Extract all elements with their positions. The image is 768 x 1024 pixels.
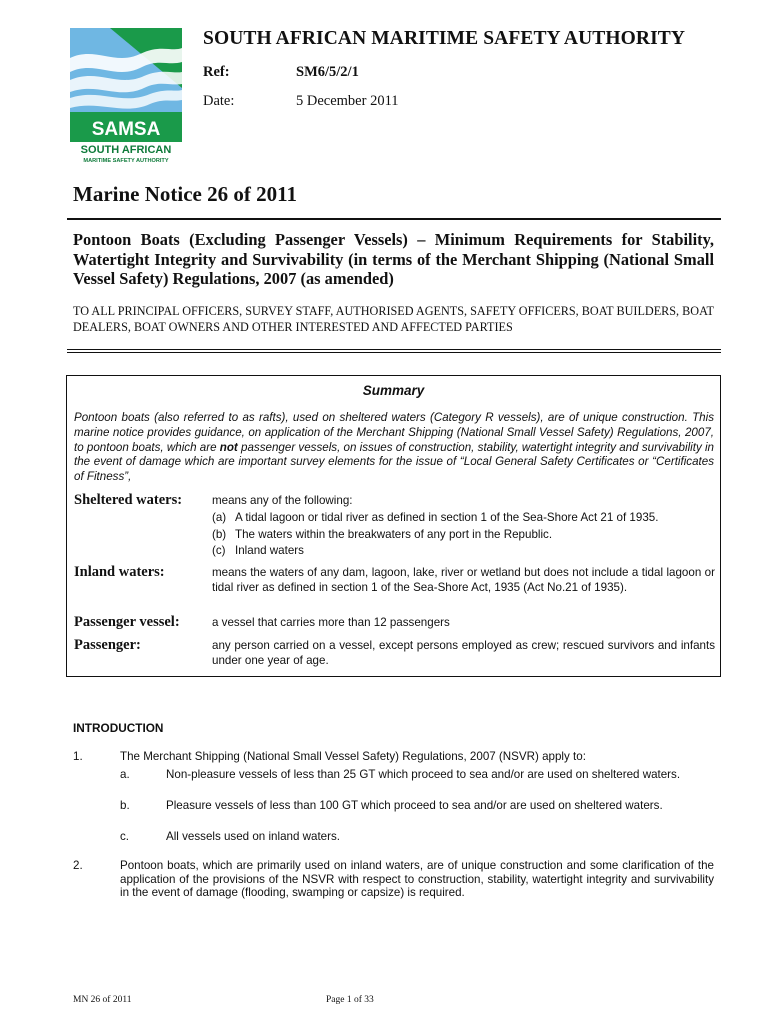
summary-text bbox=[74, 411, 714, 485]
footer-page-number: Page 1 of 33 bbox=[326, 995, 374, 1005]
list-marker: (a) bbox=[212, 510, 227, 524]
paragraph-number: 2. bbox=[73, 859, 83, 872]
logo-line2: MARITIME SAFETY AUTHORITY bbox=[83, 158, 169, 164]
samsa-logo bbox=[70, 28, 184, 164]
date-row bbox=[203, 93, 399, 110]
double-divider-top bbox=[67, 349, 721, 350]
double-divider-bottom bbox=[67, 352, 721, 353]
list-marker: (b) bbox=[212, 527, 227, 541]
list-text: Non-pleasure vessels of less than 25 GT which proceed to sea and/or are used on sheltered waters. bbox=[166, 768, 681, 781]
logo-line1: SOUTH AFRICAN bbox=[80, 144, 172, 156]
paragraph-text: The Merchant Shipping (National Small Vessel Safety) Regulations, 2007 (NSVR) apply to: bbox=[120, 750, 586, 763]
date-label: Date: bbox=[203, 93, 235, 109]
reference-row bbox=[203, 64, 359, 81]
reference-value: SM6/5/2/1 bbox=[296, 64, 359, 80]
reference-label: Ref: bbox=[203, 64, 230, 80]
list-item bbox=[212, 544, 715, 559]
logo-wordmark: SAMSA bbox=[91, 119, 161, 140]
definition-intro: means any of the following: bbox=[212, 494, 353, 507]
list-text: Inland waters bbox=[235, 544, 304, 558]
organization-title: SOUTH AFRICAN MARITIME SAFETY AUTHORITY bbox=[203, 28, 686, 49]
paragraph-number: 1. bbox=[73, 750, 83, 763]
definition-passenger-vessel: a vessel that carries more than 12 passengers bbox=[212, 616, 450, 629]
definition-sheltered-waters bbox=[212, 494, 715, 559]
list-marker: b. bbox=[120, 799, 130, 812]
date-value: 5 December 2011 bbox=[296, 93, 399, 109]
summary-box bbox=[66, 375, 721, 677]
list-text: A tidal lagoon or tidal river as defined in section 1 of the Sea-Shore Act 21 of 1935. bbox=[235, 510, 659, 524]
addressees: TO ALL PRINCIPAL OFFICERS, SURVEY STAFF, AUTHORISED AGENTS, SAFETY OFFICERS, BOAT BUILDERS, BOAT DEALERS, BOAT OWNERS AND OTHER INTERESTED AND AFFECTED PARTIES bbox=[73, 304, 714, 334]
term-sheltered-waters: Sheltered waters: bbox=[74, 492, 183, 508]
definition-inland-waters: means the waters of any dam, lagoon, lake, river or wetland but does not include a tidal lagoon or tidal river as defined in section 1 of the Sea-Shore Act, 1935 (Act No.21 of 1935). bbox=[212, 566, 715, 594]
notice-subject: Pontoon Boats (Excluding Passenger Vessels) – Minimum Requirements for Stability, Watertight Integrity and Survivability (in terms of the Merchant Shipping (National Small Vessel Safety) Regulations, 2007 (as amended) bbox=[73, 230, 714, 288]
sheltered-waters-list bbox=[212, 511, 715, 559]
definition-passenger: any person carried on a vessel, except persons employed as crew; rescued survivors and infants under one year of age. bbox=[212, 639, 715, 667]
list-item bbox=[212, 511, 715, 526]
notice-title: Marine Notice 26 of 2011 bbox=[73, 182, 297, 206]
term-passenger: Passenger: bbox=[74, 637, 141, 653]
list-text: All vessels used on inland waters. bbox=[166, 830, 340, 843]
summary-text-part1: Pontoon boats (also referred to as rafts), used on sheltered waters (Category R vessels), are of unique construction. This marine notice provides guidance, on application of the Merchant Shipping (National Small Vessel Safety) Regulations, 2007, to pontoon boats, which are bbox=[74, 411, 714, 454]
list-marker: (c) bbox=[212, 544, 226, 558]
list-item bbox=[212, 528, 715, 543]
footer-document-id: MN 26 of 2011 bbox=[73, 995, 132, 1005]
list-text: Pleasure vessels of less than 100 GT which proceed to sea and/or are used on sheltered waters. bbox=[166, 799, 663, 812]
term-inland-waters: Inland waters: bbox=[74, 564, 165, 580]
term-passenger-vessel: Passenger vessel: bbox=[74, 614, 180, 630]
divider bbox=[67, 218, 721, 220]
introduction-heading: INTRODUCTION bbox=[73, 721, 164, 735]
list-marker: a. bbox=[120, 768, 130, 781]
summary-text-part2: passenger vessels, on issues of construction, stability, watertight integrity and survivability in the event of damage which are important survey elements for the issue of “Local General Safety Certificates or “Certificates of Fitness”, bbox=[74, 440, 715, 484]
summary-text-emphasis: not bbox=[219, 440, 238, 454]
list-text: The waters within the breakwaters of any port in the Republic. bbox=[235, 527, 553, 541]
list-marker: c. bbox=[120, 830, 130, 843]
paragraph-text: Pontoon boats, which are primarily used on inland waters, are of unique construction and some clarification of the application of the provisions of the NSVR with respect to construction, stability, watertight integrity and survivability in the event of damage (flooding, swamping or capsize) is required. bbox=[120, 859, 714, 899]
samsa-logo-graphic bbox=[70, 28, 184, 164]
summary-title: Summary bbox=[362, 383, 425, 398]
